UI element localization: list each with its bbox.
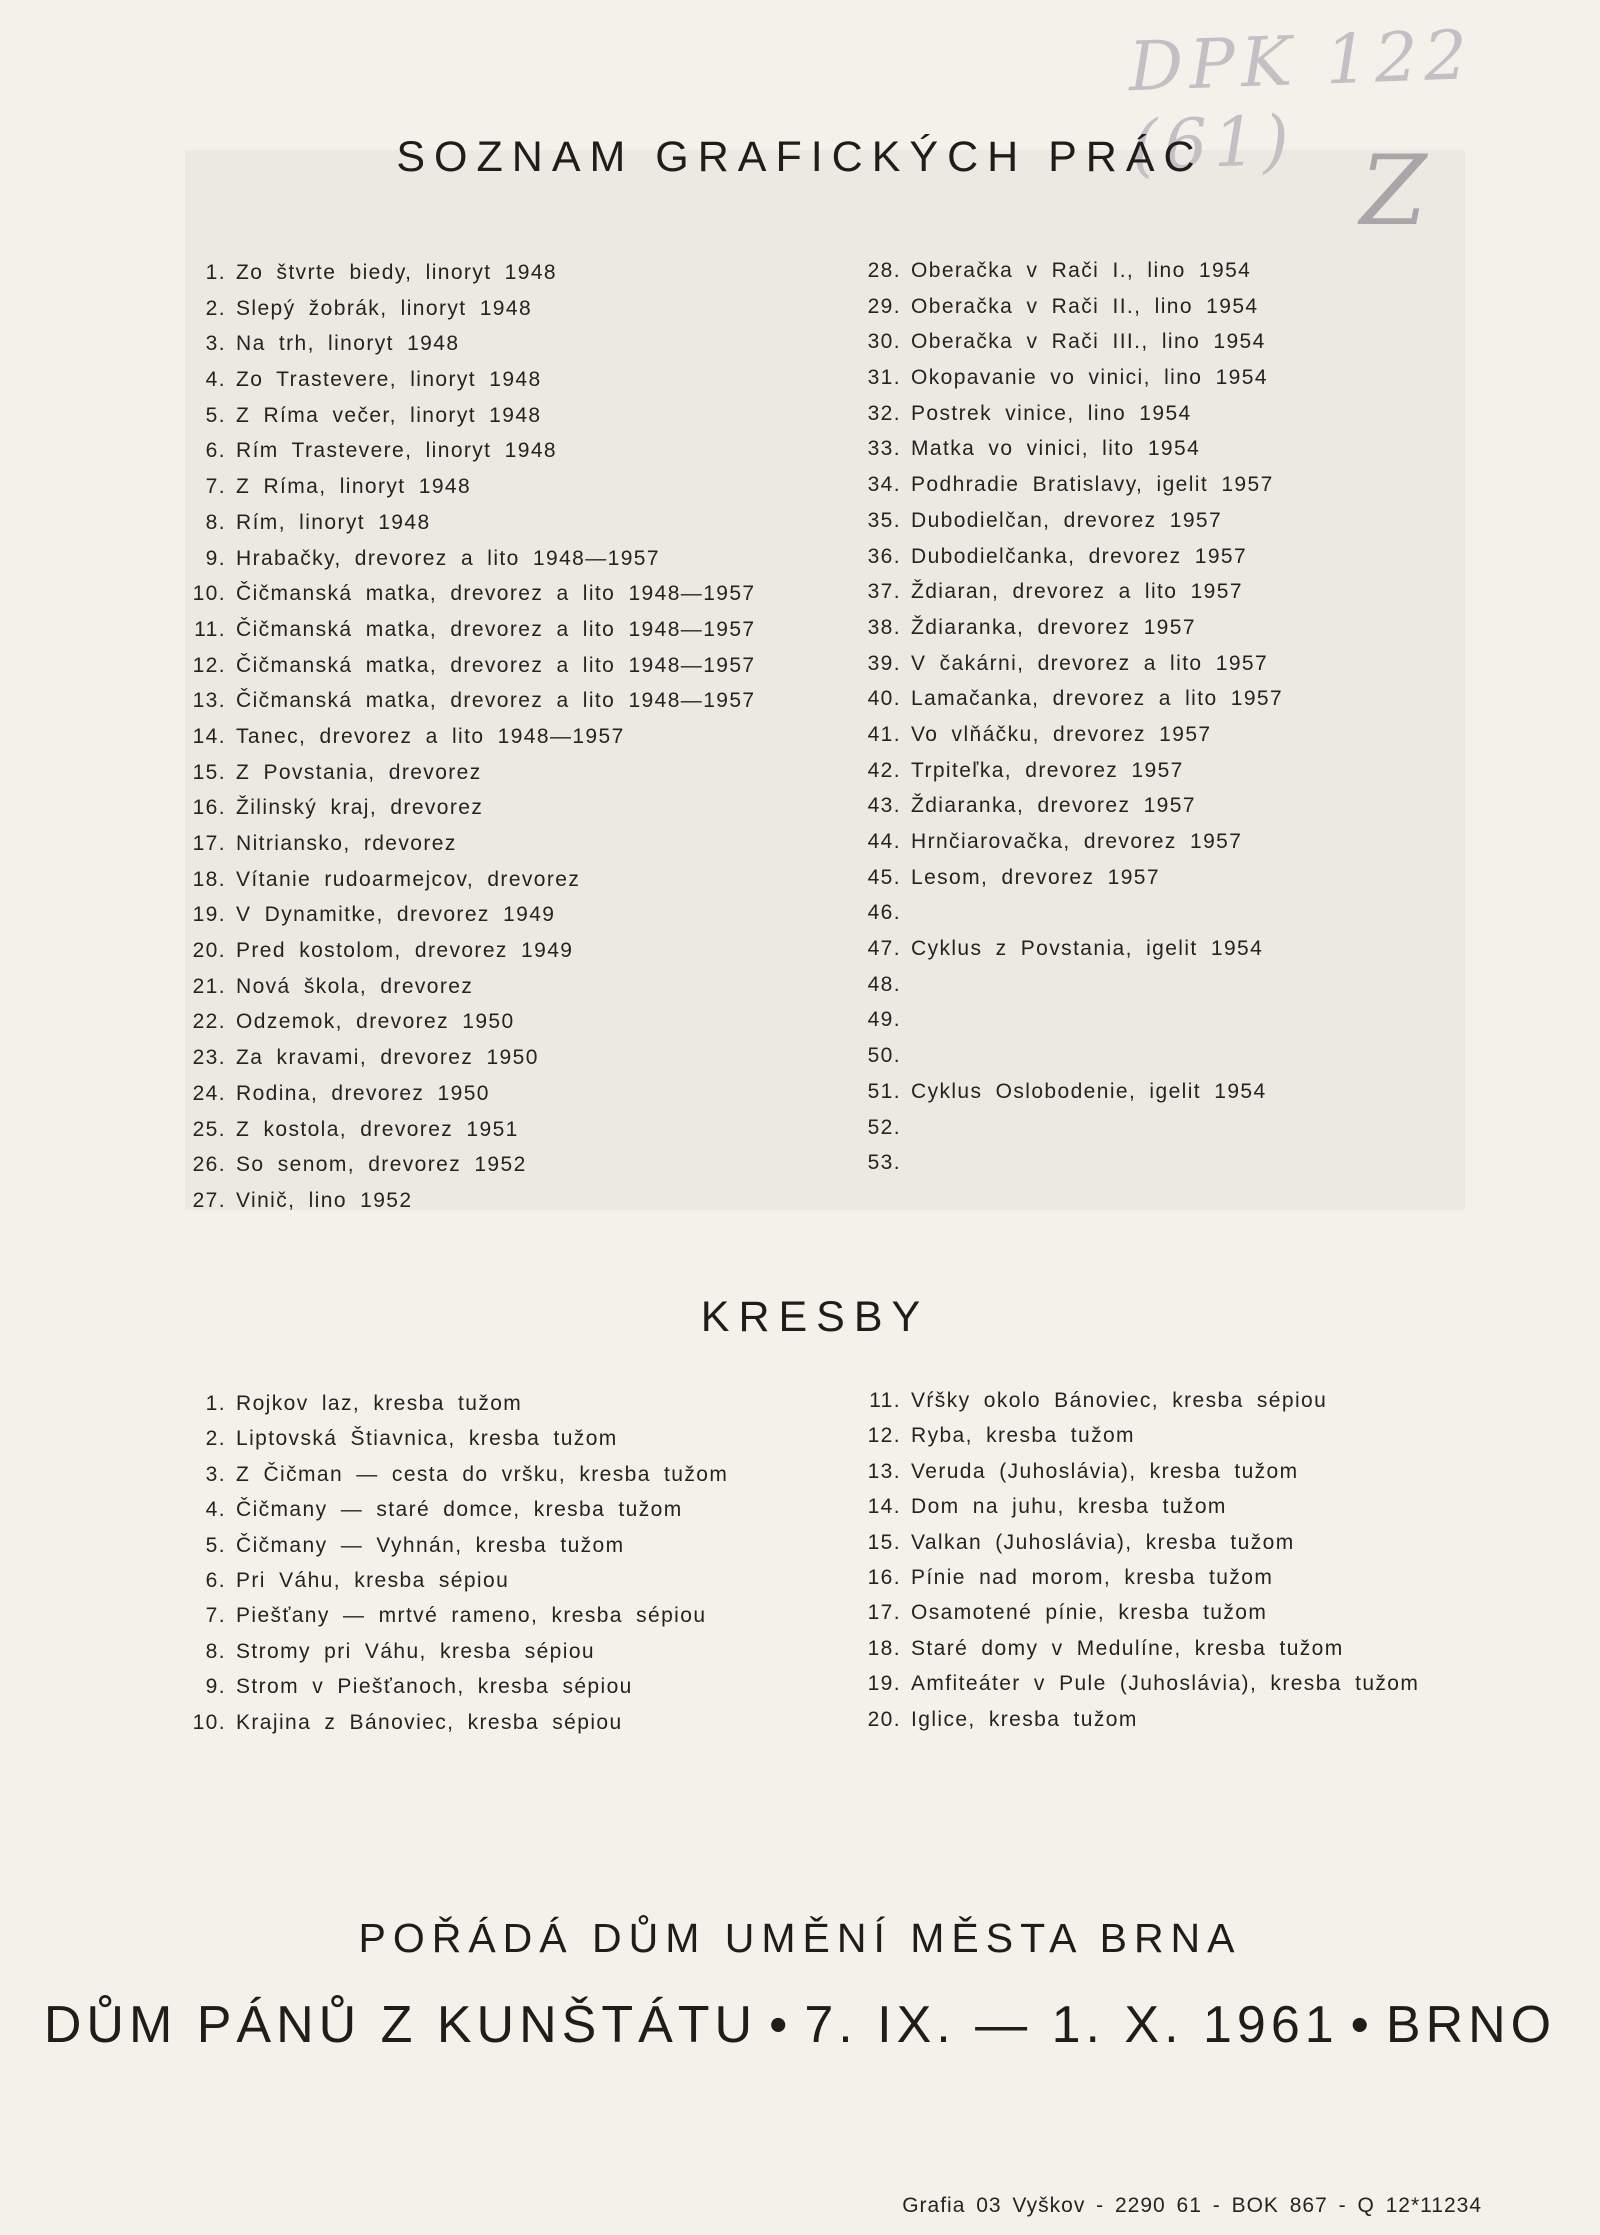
item-number: 11. [869, 1389, 901, 1412]
list-item [865, 1666, 1455, 1701]
item-number: 33. [867, 437, 901, 461]
item-number: 17. [192, 832, 226, 855]
item-text: Vítanie rudoarmejcov, drevorez [236, 867, 581, 891]
list-item [190, 1563, 830, 1598]
item-text: Krajina z Bánoviec, kresba sépiou [236, 1710, 623, 1734]
item-number: 9. [205, 546, 226, 570]
item-number: 16. [867, 1565, 901, 1589]
item-text: Rojkov laz, kresba tužom [236, 1392, 523, 1415]
list-item [865, 574, 1445, 610]
list-item [865, 895, 1445, 931]
venue-city: BRNO [1385, 1996, 1557, 2054]
item-number: 8. [205, 1639, 226, 1663]
list-item [190, 683, 830, 719]
list-item [190, 1112, 830, 1148]
item-number: 16. [192, 796, 226, 820]
item-text: Zo štvrte biedy, linoryt 1948 [236, 261, 557, 284]
list-item [865, 610, 1445, 646]
item-text: Veruda (Juhoslávia), kresba tužom [911, 1459, 1299, 1483]
item-number: 12. [867, 1424, 901, 1448]
list-item [190, 1183, 830, 1219]
list-item [190, 576, 830, 612]
item-text: Nová škola, drevorez [236, 974, 474, 998]
list-item [865, 467, 1445, 503]
item-number: 39. [867, 651, 901, 675]
list-item [865, 503, 1445, 539]
item-text: Vinič, lino 1952 [236, 1188, 413, 1212]
list-item [865, 324, 1445, 360]
list-item [865, 539, 1445, 575]
drawings-list-right [865, 1383, 1455, 1737]
item-text: Z Povstania, drevorez [236, 760, 482, 784]
item-number: 14. [867, 1495, 901, 1519]
item-text: Ryba, kresba tužom [911, 1424, 1135, 1448]
item-text: Postrek vinice, lino 1954 [911, 401, 1192, 425]
separator-dot: • [1350, 1996, 1374, 2054]
item-text: Čičmany — Vyhnán, kresba tužom [236, 1533, 625, 1557]
list-item [865, 967, 1445, 1003]
handwritten-annotation-side: Z [1360, 135, 1427, 247]
item-number: 18. [192, 867, 226, 891]
list-item [190, 326, 830, 362]
item-number: 25. [192, 1117, 226, 1141]
item-text: Tanec, drevorez a lito 1948—1957 [236, 724, 625, 748]
item-number: 47. [867, 937, 901, 961]
item-text: Z Čičman — cesta do vršku, kresba tužom [236, 1462, 729, 1486]
item-text: Oberačka v Rači I., lino 1954 [911, 259, 1252, 282]
list-item [865, 289, 1445, 325]
list-item [190, 790, 830, 826]
item-number: 5. [205, 403, 226, 427]
item-number: 14. [192, 724, 226, 748]
item-number: 28. [867, 259, 901, 282]
list-item [865, 1560, 1455, 1595]
list-item [190, 255, 830, 291]
list-item [865, 396, 1445, 432]
item-number: 4. [205, 1498, 226, 1522]
list-item [190, 1528, 830, 1563]
printer-line: Grafia 03 Vyškov - 2290 61 - BOK 867 - Q 12*11234 [902, 2194, 1482, 2217]
item-text: Amfiteáter v Pule (Juhoslávia), kresba tužom [911, 1672, 1420, 1696]
item-number: 21. [192, 974, 226, 998]
item-text: Čičmanská matka, drevorez a lito 1948—1957 [236, 617, 756, 641]
list-item [865, 1038, 1445, 1074]
item-text: Matka vo vinici, lito 1954 [911, 437, 1201, 461]
list-item [865, 431, 1445, 467]
item-text: Rodina, drevorez 1950 [236, 1081, 490, 1105]
item-text: Podhradie Bratislavy, igelit 1957 [911, 473, 1274, 497]
list-item [865, 1074, 1445, 1110]
item-text: Valkan (Juhoslávia), kresba tužom [911, 1530, 1295, 1554]
venue-line [0, 1995, 1600, 2055]
item-number: 41. [867, 722, 901, 746]
venue-place: DŮM PÁNŮ Z KUNŠTÁTU [43, 1996, 758, 2054]
item-text: V čakárni, drevorez a lito 1957 [911, 651, 1269, 675]
item-number: 32. [867, 401, 901, 425]
list-item [865, 753, 1445, 789]
list-item [190, 1492, 830, 1527]
item-text: Staré domy v Medulíne, kresba tužom [911, 1636, 1344, 1660]
item-text: V Dynamitke, drevorez 1949 [236, 903, 556, 927]
item-text: Slepý žobrák, linoryt 1948 [236, 296, 533, 320]
list-item [190, 969, 830, 1005]
item-number: 20. [192, 939, 226, 963]
list-item [865, 931, 1445, 967]
list-item [865, 1145, 1445, 1181]
item-number: 4. [205, 368, 226, 392]
item-number: 46. [867, 901, 901, 925]
list-item [190, 862, 830, 898]
item-number: 13. [867, 1459, 901, 1483]
list-item [865, 1002, 1445, 1038]
item-number: 42. [867, 758, 901, 782]
item-text: Rím, linoryt 1948 [236, 510, 431, 534]
item-number: 5. [205, 1533, 226, 1557]
item-text: Pred kostolom, drevorez 1949 [236, 939, 574, 963]
list-item [190, 1421, 830, 1456]
list-item [865, 646, 1445, 682]
item-number: 30. [867, 330, 901, 354]
item-text: Okopavanie vo vinici, lino 1954 [911, 366, 1268, 390]
list-item [865, 1489, 1455, 1524]
item-number: 43. [867, 794, 901, 818]
list-item [190, 541, 830, 577]
list-item [865, 253, 1445, 289]
item-text: Dubodielčan, drevorez 1957 [911, 508, 1223, 532]
item-text: Na trh, linoryt 1948 [236, 332, 460, 356]
item-text: Liptovská Štiavnica, kresba tužom [236, 1427, 618, 1451]
item-number: 50. [867, 1044, 901, 1068]
list-item [865, 788, 1445, 824]
item-text: Pínie nad morom, kresba tužom [911, 1565, 1274, 1589]
item-number: 24. [192, 1081, 226, 1105]
item-text: Čičmanská matka, drevorez a lito 1948—1957 [236, 582, 756, 606]
item-number: 12. [192, 653, 226, 677]
list-item [190, 719, 830, 755]
item-text: Vŕšky okolo Bánoviec, kresba sépiou [911, 1389, 1328, 1412]
item-text: Zo Trastevere, linoryt 1948 [236, 368, 542, 392]
item-number: 10. [192, 1710, 226, 1734]
list-item [190, 291, 830, 327]
item-number: 36. [867, 544, 901, 568]
item-text: Hrabačky, drevorez a lito 1948—1957 [236, 546, 660, 570]
item-text: Dubodielčanka, drevorez 1957 [911, 544, 1248, 568]
separator-dot: • [769, 1996, 793, 2054]
list-item [190, 648, 830, 684]
item-text: Piešťany — mrtvé rameno, kresba sépiou [236, 1604, 707, 1628]
drawings-list-left [190, 1386, 830, 1740]
item-text: Nitriansko, rdevorez [236, 832, 457, 855]
item-text: Trpiteľka, drevorez 1957 [911, 758, 1184, 782]
list-item [190, 398, 830, 434]
item-text: Iglice, kresba tužom [911, 1707, 1138, 1731]
item-text: Odzemok, drevorez 1950 [236, 1010, 515, 1034]
item-number: 7. [205, 475, 226, 499]
item-text: So senom, drevorez 1952 [236, 1153, 527, 1177]
item-number: 31. [867, 366, 901, 390]
item-number: 19. [867, 1672, 901, 1696]
graphic-works-list-left [190, 255, 830, 1219]
item-number: 3. [205, 332, 226, 356]
list-item [190, 826, 830, 862]
handwritten-annotation-top: DPK 122 (61) [1127, 16, 1475, 187]
list-item [865, 860, 1445, 896]
item-number: 29. [867, 294, 901, 318]
organizer-line: POŘÁDÁ DŮM UMĚNÍ MĚSTA BRNA [358, 1915, 1242, 1961]
item-number: 10. [192, 582, 226, 606]
list-item [865, 1454, 1455, 1489]
list-item [190, 1147, 830, 1183]
list-item [190, 933, 830, 969]
item-number: 15. [867, 1530, 901, 1554]
item-number: 13. [192, 689, 226, 713]
list-item [190, 897, 830, 933]
item-text: Ždiaran, drevorez a lito 1957 [911, 580, 1243, 604]
item-number: 2. [205, 1427, 226, 1451]
item-number: 19. [192, 903, 226, 927]
item-number: 9. [205, 1675, 226, 1699]
item-number: 27. [192, 1188, 226, 1212]
list-item [190, 612, 830, 648]
item-number: 52. [867, 1115, 901, 1139]
item-text: Z Ríma večer, linoryt 1948 [236, 403, 542, 427]
item-number: 40. [867, 687, 901, 711]
item-number: 35. [867, 508, 901, 532]
item-number: 34. [867, 473, 901, 497]
item-text: Oberačka v Rači III., lino 1954 [911, 330, 1266, 354]
item-number: 17. [867, 1601, 901, 1625]
list-item [190, 1634, 830, 1669]
graphic-works-title: SOZNAM GRAFICKÝCH PRÁC [396, 133, 1204, 181]
item-text: Žilinský kraj, drevorez [236, 796, 484, 820]
list-item [190, 1598, 830, 1633]
item-number: 38. [867, 615, 901, 639]
list-item [190, 1705, 830, 1740]
list-item [190, 755, 830, 791]
item-text: Lesom, drevorez 1957 [911, 865, 1160, 889]
list-item [865, 1383, 1455, 1418]
item-text: Pri Váhu, kresba sépiou [236, 1568, 510, 1592]
graphic-works-list-right [865, 253, 1445, 1181]
item-number: 37. [867, 580, 901, 604]
list-item [190, 469, 830, 505]
item-text: Stromy pri Váhu, kresba sépiou [236, 1639, 595, 1663]
item-number: 48. [867, 972, 901, 996]
item-number: 20. [867, 1707, 901, 1731]
item-text: Z Ríma, linoryt 1948 [236, 475, 472, 499]
list-item [190, 505, 830, 541]
list-item [190, 1386, 830, 1421]
item-number: 26. [192, 1153, 226, 1177]
item-number: 8. [205, 510, 226, 534]
list-item [865, 1110, 1445, 1146]
item-number: 49. [867, 1008, 901, 1032]
item-number: 3. [205, 1462, 226, 1486]
list-item [190, 1004, 830, 1040]
item-number: 6. [205, 439, 226, 463]
list-item [190, 1457, 830, 1492]
list-item [865, 824, 1445, 860]
item-number: 2. [205, 296, 226, 320]
item-number: 15. [192, 760, 226, 784]
item-text: Ždiaranka, drevorez 1957 [911, 794, 1196, 818]
list-item [190, 1669, 830, 1704]
item-text: Čičmanská matka, drevorez a lito 1948—1957 [236, 653, 756, 677]
item-text: Za kravami, drevorez 1950 [236, 1046, 539, 1070]
list-item [865, 360, 1445, 396]
item-text: Dom na juhu, kresba tužom [911, 1495, 1227, 1519]
item-text: Rím Trastevere, linoryt 1948 [236, 439, 557, 463]
item-number: 45. [867, 865, 901, 889]
item-text: Oberačka v Rači II., lino 1954 [911, 294, 1259, 318]
list-item [865, 1702, 1455, 1737]
list-item [865, 1418, 1455, 1453]
list-item [865, 1525, 1455, 1560]
list-item [865, 1631, 1455, 1666]
item-text: Ždiaranka, drevorez 1957 [911, 615, 1196, 639]
list-item [190, 1076, 830, 1112]
list-item [865, 681, 1445, 717]
item-text: Cyklus Oslobodenie, igelit 1954 [911, 1079, 1267, 1103]
item-text: Cyklus z Povstania, igelit 1954 [911, 937, 1264, 961]
item-number: 22. [192, 1010, 226, 1034]
item-text: Z kostola, drevorez 1951 [236, 1117, 519, 1141]
item-text: Vo vlňáčku, drevorez 1957 [911, 722, 1212, 746]
list-item [865, 717, 1445, 753]
item-number: 18. [867, 1636, 901, 1660]
item-text: Strom v Piešťanoch, kresba sépiou [236, 1675, 633, 1699]
item-text: Lamačanka, drevorez a lito 1957 [911, 687, 1284, 711]
drawings-title: KRESBY [700, 1293, 930, 1341]
list-item [190, 433, 830, 469]
item-text: Hrnčiarovačka, drevorez 1957 [911, 830, 1243, 853]
venue-dates: 7. IX. — 1. X. 1961 [804, 1996, 1339, 2054]
item-number: 44. [867, 830, 901, 853]
item-number: 1. [205, 1392, 226, 1415]
item-text: Čičmanská matka, drevorez a lito 1948—1957 [236, 689, 756, 713]
item-number: 7. [205, 1604, 226, 1628]
item-text: Čičmany — staré domce, kresba tužom [236, 1498, 683, 1522]
list-item [190, 1040, 830, 1076]
item-number: 6. [205, 1568, 226, 1592]
item-text: Osamotené pínie, kresba tužom [911, 1601, 1268, 1625]
item-number: 23. [192, 1046, 226, 1070]
item-number: 1. [205, 261, 226, 284]
list-item [190, 362, 830, 398]
item-number: 51. [867, 1079, 901, 1103]
item-number: 53. [867, 1151, 901, 1175]
item-number: 11. [194, 617, 226, 641]
list-item [865, 1595, 1455, 1630]
